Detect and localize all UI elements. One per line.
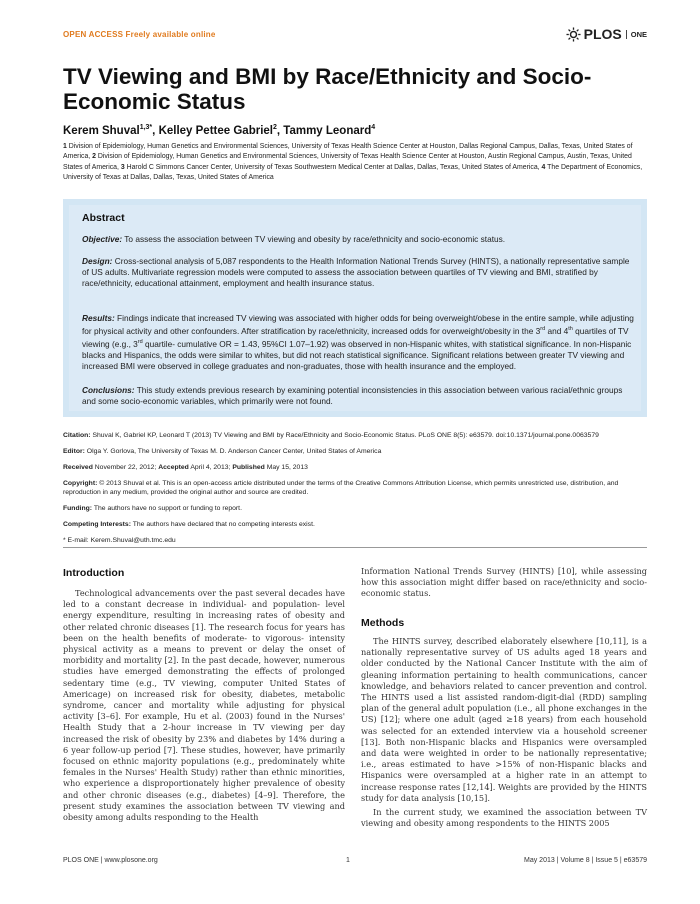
corresponding-email[interactable]: * E-mail: Kerem.Shuval@uth.tmc.edu bbox=[63, 537, 176, 544]
citation: Citation: Shuval K, Gabriel KP, Leonard T (2013) TV Viewing and BMI by Race/Ethnicity and Socio-Economic Status. PLoS ONE 8(5): e63579. doi:10.1371/journal.pone.0063579 bbox=[63, 432, 599, 439]
abstract-objective: Objective: To assess the association between TV viewing and obesity by race/ethnicity and socio-economic status. bbox=[82, 234, 506, 244]
author-name[interactable]: Kelley Pettee Gabriel bbox=[158, 124, 273, 137]
affiliation: Harold C Simmons Cancer Center, University of Texas Southwestern Medical Center at Dallas, Dallas, Texas, United States of America, bbox=[126, 163, 540, 171]
abstract-results: Results: Findings indicate that increased TV viewing was associated with higher odds for being overweight/obese in the entire sample, while adjusting for physical activity and other confounders. After stratification by race/ethnicity, increased odds for overweight/obesity in the 3rd and 4th quartiles of TV viewing (e.g., 3rd quartile- cumulative OR = 1.43, 95%CI 1.07–1.92) was observed in non-Hispanic whites, with statistical significance. In non-Hispanic blacks and Hispanics, the odds were similar to whites, but did not reach statistical significance. Significant relations between greater TV viewing and increased BMI were observed in college graduates and non-graduates, those with health insurance and the employed. bbox=[82, 313, 634, 372]
methods-paragraph: In the current study, we examined the association between TV viewing and obesity among respondents to the HINTS 2005 bbox=[361, 807, 647, 829]
copyright: Copyright: © 2013 Shuval et al. This is an open-access article distributed under the terms of the Creative Commons Attribution License, which permits unrestricted use, distribution, and reproduction in any medium, provided the original author and source are credited. bbox=[63, 480, 619, 496]
dates: Received November 22, 2012; Accepted April 4, 2013; Published May 15, 2013 bbox=[63, 464, 308, 471]
affiliation: Division of Epidemiology, Human Genetics and Environmental Sciences, University of Texas Health Science Center at Houston, Dallas Regional Campus, Dallas, Texas, United States of America, bbox=[63, 143, 633, 161]
footer-issue-info: May 2013 | Volume 8 | Issue 5 | e63579 bbox=[524, 857, 647, 864]
author-list: Kerem Shuval$^{1,3*}$, Kelley Pettee Gabriel$^2$, Tammy Leonard$^4$ bbox=[63, 124, 376, 137]
methods-paragraph: The HINTS survey, described elaborately elsewhere [10,11], is a nationally representative survey of US adults aged 18 years and older conducted by the National Cancer Institute with the aim of gleaning information pertaining to health communications, cancer knowledge, and behaviors related to cancer prevention and control. The HINTS used a list assisted random-digit-dial (RDD) sampling plan of the general adult population (i.e., all phone exchanges in the US) [12]; where one adult (aged ≥18 years) from each household was selected for an extended interview via a household screener [13]. Both non-Hispanic blacks and Hispanics were oversampled and data were weighted in order to be nationally representative; i.e., areas estimated to have >15% of non-Hispanic blacks and Hispanics were oversampled at a higher rate in an attempt to increase response rates [12,14]. Weights are provided by the HINTS study for data analysis [10,15]. bbox=[361, 636, 647, 803]
abstract-panel bbox=[69, 205, 641, 411]
author-name[interactable]: Kerem Shuval bbox=[63, 124, 140, 137]
competing-interests: Competing Interests: The authors have declared that no competing interests exist. bbox=[63, 521, 315, 528]
page-number: 1 bbox=[346, 857, 350, 864]
editor: Editor: Olga Y. Gorlova, The University of Texas M. D. Anderson Cancer Center, United States of America bbox=[63, 448, 382, 455]
funding: Funding: The authors have no support or funding to report. bbox=[63, 505, 242, 512]
author-affil-marker: 1,3* bbox=[139, 124, 153, 131]
author-affil-marker: 4 bbox=[371, 124, 376, 131]
affiliation: Division of Epidemiology, Human Genetics and Environmental Sciences, University of Texas Health Science Center at Houston, Austin Regional Campus, Austin, Texas, United States of America, bbox=[63, 153, 632, 171]
abstract-box bbox=[63, 199, 647, 417]
article-title: TV Viewing and BMI by Race/Ethnicity and Socio-Economic Status bbox=[63, 64, 592, 114]
author-affil-marker: 2 bbox=[272, 124, 277, 131]
affiliation: The Department of Economics, University of Texas at Dallas, Dallas, Texas, United States of America bbox=[63, 163, 643, 181]
journal-header bbox=[63, 26, 647, 48]
methods-heading: Methods bbox=[361, 617, 405, 629]
affiliations: 1 Division of Epidemiology, Human Genetics and Environmental Sciences, University of Texas Health Science Center at Houston, Dallas Regional Campus, Dallas, Texas, United States of America, 2 Division of Epidemiology, Human Genetics and Environmental Sciences, University of Texas Health Science Center at Houston, Austin Regional Campus, Austin, Texas, United States of America, 3 Harold C Simmons Cancer Center, University of Texas Southwestern Medical Center at Dallas, Dallas, Texas, United States of America, 4 The Department of Economics, University of Texas at Dallas, Dallas, Texas, United States of America bbox=[63, 143, 643, 181]
page-footer bbox=[63, 857, 647, 869]
author-name[interactable]: Tammy Leonard bbox=[283, 124, 372, 137]
section-divider bbox=[63, 547, 647, 548]
abstract-conclusions: Conclusions: This study extends previous research by examining potential inconsistencies in this association between various racial/ethnic groups and some socio-economic variables, which primarily were not found. bbox=[82, 385, 623, 407]
article-metadata bbox=[63, 431, 647, 552]
introduction-heading: Introduction bbox=[63, 567, 125, 579]
journal-badge: ONE bbox=[626, 30, 647, 39]
open-access-banner: OPEN ACCESS Freely available online bbox=[63, 30, 216, 39]
plos-logo bbox=[566, 26, 647, 42]
abstract-design: Design: Cross-sectional analysis of 5,087 respondents to the Health Information National Trends Survey (HINTS), a nationally representative sample of US adults. Multivariate regression models were computed to assess the association between quartiles of TV viewing and BMI, stratified by race/ethnicity, educational attainment, employment and health insurance status. bbox=[82, 256, 630, 289]
abstract-title: Abstract bbox=[82, 212, 125, 224]
plos-wordmark: PLOS bbox=[583, 26, 622, 42]
plos-sun-icon bbox=[566, 27, 581, 42]
footer-journal-url[interactable]: PLOS ONE | www.plosone.org bbox=[63, 857, 158, 864]
introduction-paragraph: Technological advancements over the past several decades have led to a constant decrease in individual- and population- level energy expenditure, resulting in increasing rates of obesity and other related chronic diseases [1]. The research focus for years has been on the health benefits of moderate- to vigorous- intensity physical activity as a means to prevent or delay the onset of morbidity and mortality [2]. In the past decade, however, numerous studies have emerged demonstrating the effects of prolonged sedentary time (e.g., TV viewing, computer United States of Americage) on increased risk for obesity, diabetes, metabolic syndrome, cancer and mortality while adjusting for physical activity [3–6]. For example, Hu et al. (2003) found in the Nurses' Health Study that a 2-hour increase in TV viewing per day increased the risk of obesity by 23% and diabetes by 14% during a 6 year follow-up period [7]. These studies, however, have primarily focused on ethnic majority populations (e.g., predominately white females in the Nurses' Health Study) rather than ethnic minorities, who experience a disproportionately higher prevalence of obesity and other chronic diseases (e.g., diabetes) [4–9]. Therefore, the present study examines the association between TV viewing and obesity among adults responding to the Health bbox=[63, 588, 345, 823]
introduction-continuation: Information National Trends Survey (HINTS) [10], while assessing how this association might differ based on race/ethnicity and socio-economic status. bbox=[361, 566, 647, 599]
